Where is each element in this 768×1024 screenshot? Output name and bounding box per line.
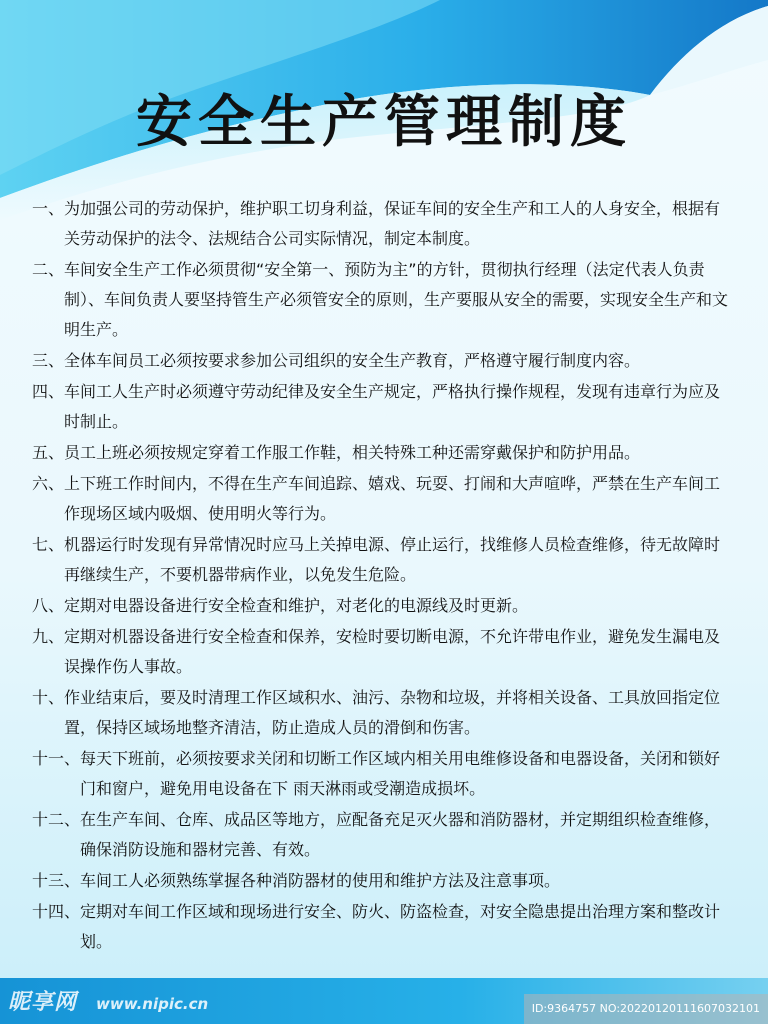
rule-text: 为加强公司的劳动保护，维护职工切身利益，保证车间的安全生产和工人的人身安全，根据有关劳动保护的法令、法规结合公司实际情况，制定本制度。 <box>64 199 721 248</box>
rule-item <box>32 591 736 621</box>
rule-item <box>32 346 736 376</box>
watermark-url: www.nipic.cn <box>96 995 209 1013</box>
rule-text: 每天下班前，必须按要求关闭和切断工作区域内相关用电维修设备和电器设备，关闭和锁好门和窗户，避免用电设备在下 雨天淋雨或受潮造成损坏。 <box>80 749 721 798</box>
rule-number: 十三、 <box>32 871 81 890</box>
page-title: 安全生产管理制度 <box>136 90 632 155</box>
rule-item <box>32 377 736 437</box>
rule-number: 三、 <box>32 351 65 370</box>
rule-text: 车间工人生产时必须遵守劳动纪律及安全生产规定，严格执行操作规程，发现有违章行为应及时制止。 <box>64 382 721 431</box>
rule-item <box>32 683 736 743</box>
rule-item <box>32 805 736 865</box>
rule-text: 员工上班必须按规定穿着工作服工作鞋，相关特殊工种还需穿戴保护和防护用品。 <box>64 443 641 462</box>
rule-number: 五、 <box>32 443 65 462</box>
rule-text: 作业结束后，要及时清理工作区域积水、油污、杂物和垃圾，并将相关设备、工具放回指定位置，保持区域场地整齐清洁，防止造成人员的滑倒和伤害。 <box>64 688 721 737</box>
rule-number: 十一、 <box>32 749 81 768</box>
rule-item <box>32 866 736 896</box>
rule-number: 二、 <box>32 260 65 279</box>
rule-number: 一、 <box>32 199 65 218</box>
rule-number: 八、 <box>32 596 65 615</box>
rule-text: 定期对车间工作区域和现场进行安全、防火、防盗检查，对安全隐患提出治理方案和整改计划。 <box>80 902 721 951</box>
rule-text: 上下班工作时间内，不得在生产车间追踪、嬉戏、玩耍、打闹和大声喧哗，严禁在生产车间工作现场区域内吸烟、使用明火等行为。 <box>64 474 721 523</box>
rule-item <box>32 622 736 682</box>
rule-number: 十二、 <box>32 810 81 829</box>
rule-item <box>32 744 736 804</box>
rule-item <box>32 530 736 590</box>
rule-item <box>32 469 736 529</box>
watermark-logo: 昵享网 <box>8 990 78 1015</box>
rule-text: 车间工人必须熟练掌握各种消防器材的使用和维护方法及注意事项。 <box>80 871 561 890</box>
rule-text: 定期对机器设备进行安全检查和保养，安检时要切断电源，不允许带电作业，避免发生漏电及误操作伤人事故。 <box>64 627 721 676</box>
rule-text: 在生产车间、仓库、成品区等地方，应配备充足灭火器和消防器材，并定期组织检查维修，确保消防设施和器材完善、有效。 <box>80 810 721 859</box>
rule-number: 十四、 <box>32 902 81 921</box>
rules-list <box>32 194 736 958</box>
rule-number: 六、 <box>32 474 65 493</box>
rule-number: 九、 <box>32 627 65 646</box>
rule-item <box>32 194 736 254</box>
rule-text: 机器运行时发现有异常情况时应马上关掉电源、停止运行，找维修人员检查维修，待无故障时再继续生产，不要机器带病作业，以免发生危险。 <box>64 535 721 584</box>
rule-item <box>32 897 736 957</box>
rule-text: 定期对电器设备进行安全检查和维护，对老化的电源线及时更新。 <box>64 596 529 615</box>
rule-number: 四、 <box>32 382 65 401</box>
rule-number: 十、 <box>32 688 65 707</box>
rule-item <box>32 438 736 468</box>
rule-number: 七、 <box>32 535 65 554</box>
rule-text: 车间安全生产工作必须贯彻“安全第一、预防为主”的方针，贯彻执行经理（法定代表人负责制）、车间负责人要坚持管生产必须管安全的原则，生产要服从安全的需要，实现安全生产和文明生产。 <box>64 260 729 339</box>
rule-text: 全体车间员工必须按要求参加公司组织的安全生产教育，严格遵守履行制度内容。 <box>64 351 641 370</box>
watermark-id: ID:9364757 NO:20220120111607032101 <box>524 994 768 1024</box>
rule-item <box>32 255 736 345</box>
